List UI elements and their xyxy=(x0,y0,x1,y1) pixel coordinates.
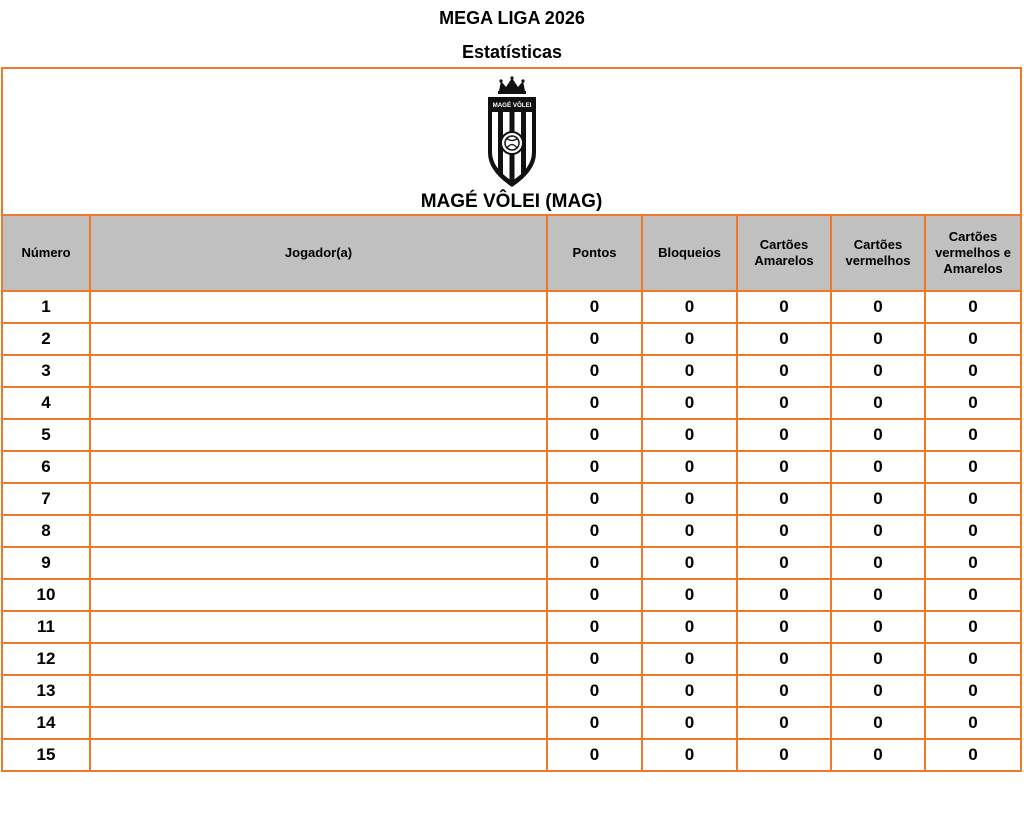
blocks-cell: 0 xyxy=(642,739,737,771)
red-cards-cell: 0 xyxy=(831,355,925,387)
player-name-cell xyxy=(90,387,547,419)
points-cell: 0 xyxy=(547,643,642,675)
table-row xyxy=(2,675,1021,707)
red-cards-cell: 0 xyxy=(831,739,925,771)
red-yellow-cards-cell: 0 xyxy=(925,355,1021,387)
table-row xyxy=(2,579,1021,611)
row-number: 11 xyxy=(2,611,90,643)
points-cell: 0 xyxy=(547,483,642,515)
player-name-cell xyxy=(90,579,547,611)
points-cell: 0 xyxy=(547,419,642,451)
row-number: 15 xyxy=(2,739,90,771)
yellow-cards-cell: 0 xyxy=(737,419,831,451)
red-cards-cell: 0 xyxy=(831,579,925,611)
yellow-cards-cell: 0 xyxy=(737,547,831,579)
player-name-cell xyxy=(90,643,547,675)
red-yellow-cards-cell: 0 xyxy=(925,323,1021,355)
red-yellow-cards-cell: 0 xyxy=(925,515,1021,547)
points-cell: 0 xyxy=(547,323,642,355)
red-yellow-cards-cell: 0 xyxy=(925,291,1021,323)
red-cards-cell: 0 xyxy=(831,387,925,419)
red-yellow-cards-cell: 0 xyxy=(925,387,1021,419)
header-player: Jogador(a) xyxy=(90,215,547,291)
yellow-cards-cell: 0 xyxy=(737,291,831,323)
blocks-cell: 0 xyxy=(642,707,737,739)
red-yellow-cards-cell: 0 xyxy=(925,579,1021,611)
table-row xyxy=(2,547,1021,579)
points-cell: 0 xyxy=(547,291,642,323)
table-row xyxy=(2,323,1021,355)
team-banner xyxy=(2,68,1021,215)
blocks-cell: 0 xyxy=(642,579,737,611)
yellow-cards-cell: 0 xyxy=(737,643,831,675)
header-red-yellow-cards: Cartões vermelhos e Amarelos xyxy=(925,215,1021,291)
table-row xyxy=(2,451,1021,483)
row-number: 3 xyxy=(2,355,90,387)
team-name: MAGÉ VÔLEI (MAG) xyxy=(420,191,603,212)
blocks-cell: 0 xyxy=(642,483,737,515)
table-row xyxy=(2,291,1021,323)
player-name-cell xyxy=(90,355,547,387)
header-red-cards: Cartões vermelhos xyxy=(831,215,925,291)
points-cell: 0 xyxy=(547,387,642,419)
player-name-cell xyxy=(90,451,547,483)
red-cards-cell: 0 xyxy=(831,291,925,323)
yellow-cards-cell: 0 xyxy=(737,483,831,515)
player-name-cell xyxy=(90,739,547,771)
yellow-cards-cell: 0 xyxy=(737,451,831,483)
red-yellow-cards-cell: 0 xyxy=(925,643,1021,675)
row-number: 4 xyxy=(2,387,90,419)
team-banner-row xyxy=(2,68,1021,215)
points-cell: 0 xyxy=(547,355,642,387)
svg-text:MAGÉ VÔLEI: MAGÉ VÔLEI xyxy=(492,102,531,109)
table-body xyxy=(2,291,1021,771)
yellow-cards-cell: 0 xyxy=(737,739,831,771)
points-cell: 0 xyxy=(547,707,642,739)
yellow-cards-cell: 0 xyxy=(737,611,831,643)
header-number: Número xyxy=(2,215,90,291)
blocks-cell: 0 xyxy=(642,675,737,707)
player-name-cell xyxy=(90,291,547,323)
header-points: Pontos xyxy=(547,215,642,291)
points-cell: 0 xyxy=(547,515,642,547)
red-cards-cell: 0 xyxy=(831,707,925,739)
player-name-cell xyxy=(90,483,547,515)
yellow-cards-cell: 0 xyxy=(737,707,831,739)
blocks-cell: 0 xyxy=(642,323,737,355)
red-yellow-cards-cell: 0 xyxy=(925,739,1021,771)
blocks-cell: 0 xyxy=(642,355,737,387)
red-yellow-cards-cell: 0 xyxy=(925,483,1021,515)
points-cell: 0 xyxy=(547,675,642,707)
team-crest-icon xyxy=(485,75,539,189)
row-number: 8 xyxy=(2,515,90,547)
blocks-cell: 0 xyxy=(642,643,737,675)
table-row xyxy=(2,611,1021,643)
table-row xyxy=(2,739,1021,771)
table-row xyxy=(2,387,1021,419)
header-yellow-cards: Cartões Amarelos xyxy=(737,215,831,291)
blocks-cell: 0 xyxy=(642,451,737,483)
points-cell: 0 xyxy=(547,739,642,771)
red-yellow-cards-cell: 0 xyxy=(925,451,1021,483)
row-number: 12 xyxy=(2,643,90,675)
player-name-cell xyxy=(90,707,547,739)
player-name-cell xyxy=(90,611,547,643)
red-cards-cell: 0 xyxy=(831,515,925,547)
red-cards-cell: 0 xyxy=(831,643,925,675)
yellow-cards-cell: 0 xyxy=(737,387,831,419)
red-yellow-cards-cell: 0 xyxy=(925,547,1021,579)
row-number: 9 xyxy=(2,547,90,579)
yellow-cards-cell: 0 xyxy=(737,515,831,547)
row-number: 7 xyxy=(2,483,90,515)
player-name-cell xyxy=(90,547,547,579)
player-name-cell xyxy=(90,675,547,707)
player-name-cell xyxy=(90,419,547,451)
row-number: 6 xyxy=(2,451,90,483)
red-cards-cell: 0 xyxy=(831,419,925,451)
table-row xyxy=(2,419,1021,451)
points-cell: 0 xyxy=(547,611,642,643)
table-header-row xyxy=(2,215,1021,291)
red-cards-cell: 0 xyxy=(831,323,925,355)
row-number: 10 xyxy=(2,579,90,611)
table-row xyxy=(2,643,1021,675)
red-yellow-cards-cell: 0 xyxy=(925,419,1021,451)
page-subtitle: Estatísticas xyxy=(461,42,563,62)
red-yellow-cards-cell: 0 xyxy=(925,611,1021,643)
blocks-cell: 0 xyxy=(642,291,737,323)
blocks-cell: 0 xyxy=(642,387,737,419)
row-number: 2 xyxy=(2,323,90,355)
table-row xyxy=(2,707,1021,739)
blocks-cell: 0 xyxy=(642,611,737,643)
points-cell: 0 xyxy=(547,451,642,483)
blocks-cell: 0 xyxy=(642,419,737,451)
red-cards-cell: 0 xyxy=(831,547,925,579)
red-cards-cell: 0 xyxy=(831,451,925,483)
player-name-cell xyxy=(90,515,547,547)
table-row xyxy=(2,355,1021,387)
blocks-cell: 0 xyxy=(642,515,737,547)
row-number: 14 xyxy=(2,707,90,739)
header-blocks: Bloqueios xyxy=(642,215,737,291)
league-title: MEGA LIGA 2026 xyxy=(439,8,585,28)
red-cards-cell: 0 xyxy=(831,611,925,643)
yellow-cards-cell: 0 xyxy=(737,675,831,707)
yellow-cards-cell: 0 xyxy=(737,579,831,611)
row-number: 5 xyxy=(2,419,90,451)
blocks-cell: 0 xyxy=(642,547,737,579)
row-number: 1 xyxy=(2,291,90,323)
red-yellow-cards-cell: 0 xyxy=(925,675,1021,707)
red-yellow-cards-cell: 0 xyxy=(925,707,1021,739)
points-cell: 0 xyxy=(547,579,642,611)
table-row xyxy=(2,515,1021,547)
row-number: 13 xyxy=(2,675,90,707)
yellow-cards-cell: 0 xyxy=(737,355,831,387)
table-row xyxy=(2,483,1021,515)
red-cards-cell: 0 xyxy=(831,483,925,515)
player-name-cell xyxy=(90,323,547,355)
stats-table xyxy=(1,67,1022,772)
red-cards-cell: 0 xyxy=(831,675,925,707)
points-cell: 0 xyxy=(547,547,642,579)
yellow-cards-cell: 0 xyxy=(737,323,831,355)
